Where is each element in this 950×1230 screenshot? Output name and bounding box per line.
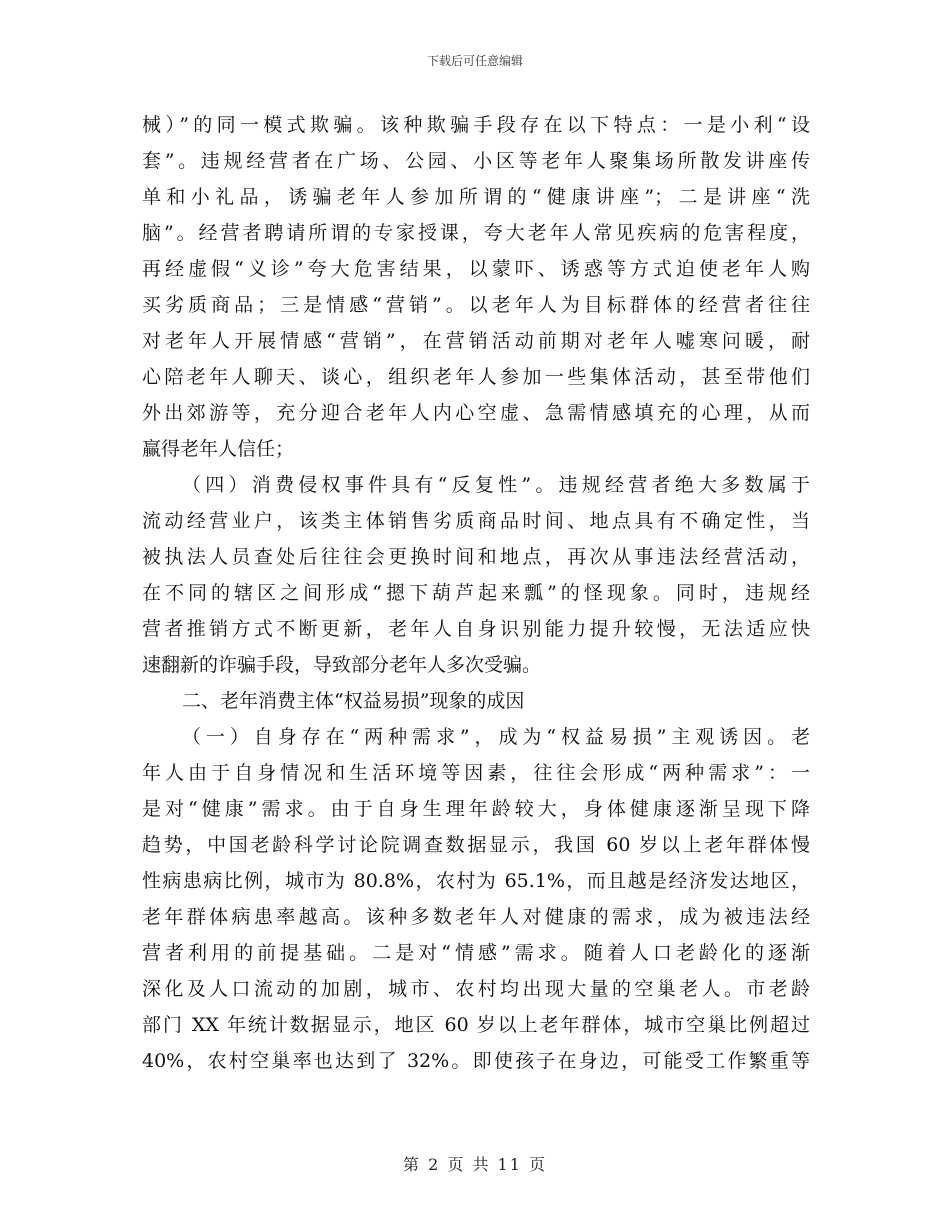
- text-line: 老年群体病患率越高。该种多数老年人对健康的需求，成为被违法经: [142, 906, 810, 928]
- text-line: 心陪老年人聊天、谈心，组织老年人参加一些集体活动，甚至带他们: [142, 366, 810, 388]
- text-line: 在不同的辖区之间形成“摁下葫芦起来瓢”的怪现象。同时，违规经: [142, 582, 810, 604]
- text-line: 单和小礼品，诱骗老年人参加所谓的“健康讲座”；二是讲座“洗: [142, 186, 810, 208]
- text-line: 速翻新的诈骗手段，导致部分老年人多次受骗。: [142, 654, 542, 676]
- text-line: 被执法人员查处后往往会更换时间和地点，再次从事违法经营活动，: [142, 546, 810, 568]
- paragraph-start-line: （一）自身存在“两种需求”，成为“权益易损”主观诱因。老: [182, 726, 810, 748]
- text-line: 械）”的同一模式欺骗。该种欺骗手段存在以下特点：一是小利“设: [142, 114, 810, 136]
- text-line: 年人由于自身情况和生活环境等因素，往往会形成“两种需求”：一: [142, 762, 810, 784]
- text-line: 买劣质商品；三是情感“营销”。以老年人为目标群体的经营者往往: [142, 294, 810, 316]
- text-line: 趋势，中国老龄科学讨论院调查数据显示，我国 60 岁以上老年群体慢: [142, 834, 810, 856]
- text-line: 脑”。经营者聘请所谓的专家授课，夸大老年人常见疾病的危害程度，: [142, 222, 810, 244]
- text-line: 赢得老年人信任；: [142, 438, 295, 460]
- text-line: 套”。违规经营者在广场、公园、小区等老年人聚集场所散发讲座传: [142, 150, 810, 172]
- page-header: 下载后可任意编辑: [426, 54, 523, 68]
- text-line: 营者推销方式不断更新，老年人自身识别能力提升较慢，无法适应快: [142, 618, 810, 640]
- text-line: 外出郊游等，充分迎合老年人内心空虚、急需情感填充的心理，从而: [142, 402, 810, 424]
- text-line: 再经虚假“义诊”夸大危害结果，以蒙吓、诱惑等方式迫使老年人购: [142, 258, 810, 280]
- text-line: 40%，农村空巢率也达到了 32%。即使孩子在身边，可能受工作繁重等: [142, 1050, 810, 1072]
- section-heading: 二、老年消费主体“权益易损”现象的成因: [182, 690, 525, 712]
- text-line: 部门 XX 年统计数据显示，地区 60 岁以上老年群体，城市空巢比例超过: [142, 1014, 810, 1036]
- text-line: 性病患病比例，城市为 80.8%，农村为 65.1%，而且越是经济发达地区，: [142, 870, 810, 892]
- text-line: 对老年人开展情感“营销”，在营销活动前期对老年人嘘寒问暖，耐: [142, 330, 810, 352]
- text-line: 是对“健康”需求。由于自身生理年龄较大，身体健康逐渐呈现下降: [142, 798, 810, 820]
- page-footer: 第 2 页 共 11 页: [403, 1155, 547, 1174]
- document-body: [142, 107, 810, 1079]
- text-line: 流动经营业户，该类主体销售劣质商品时间、地点具有不确定性，当: [142, 510, 810, 532]
- paragraph-start-line: （四）消费侵权事件具有“反复性”。违规经营者绝大多数属于: [182, 474, 810, 496]
- text-line: 营者利用的前提基础。二是对“情感”需求。随着人口老龄化的逐渐: [142, 942, 810, 964]
- text-line: 深化及人口流动的加剧，城市、农村均出现大量的空巢老人。市老龄: [142, 978, 810, 1000]
